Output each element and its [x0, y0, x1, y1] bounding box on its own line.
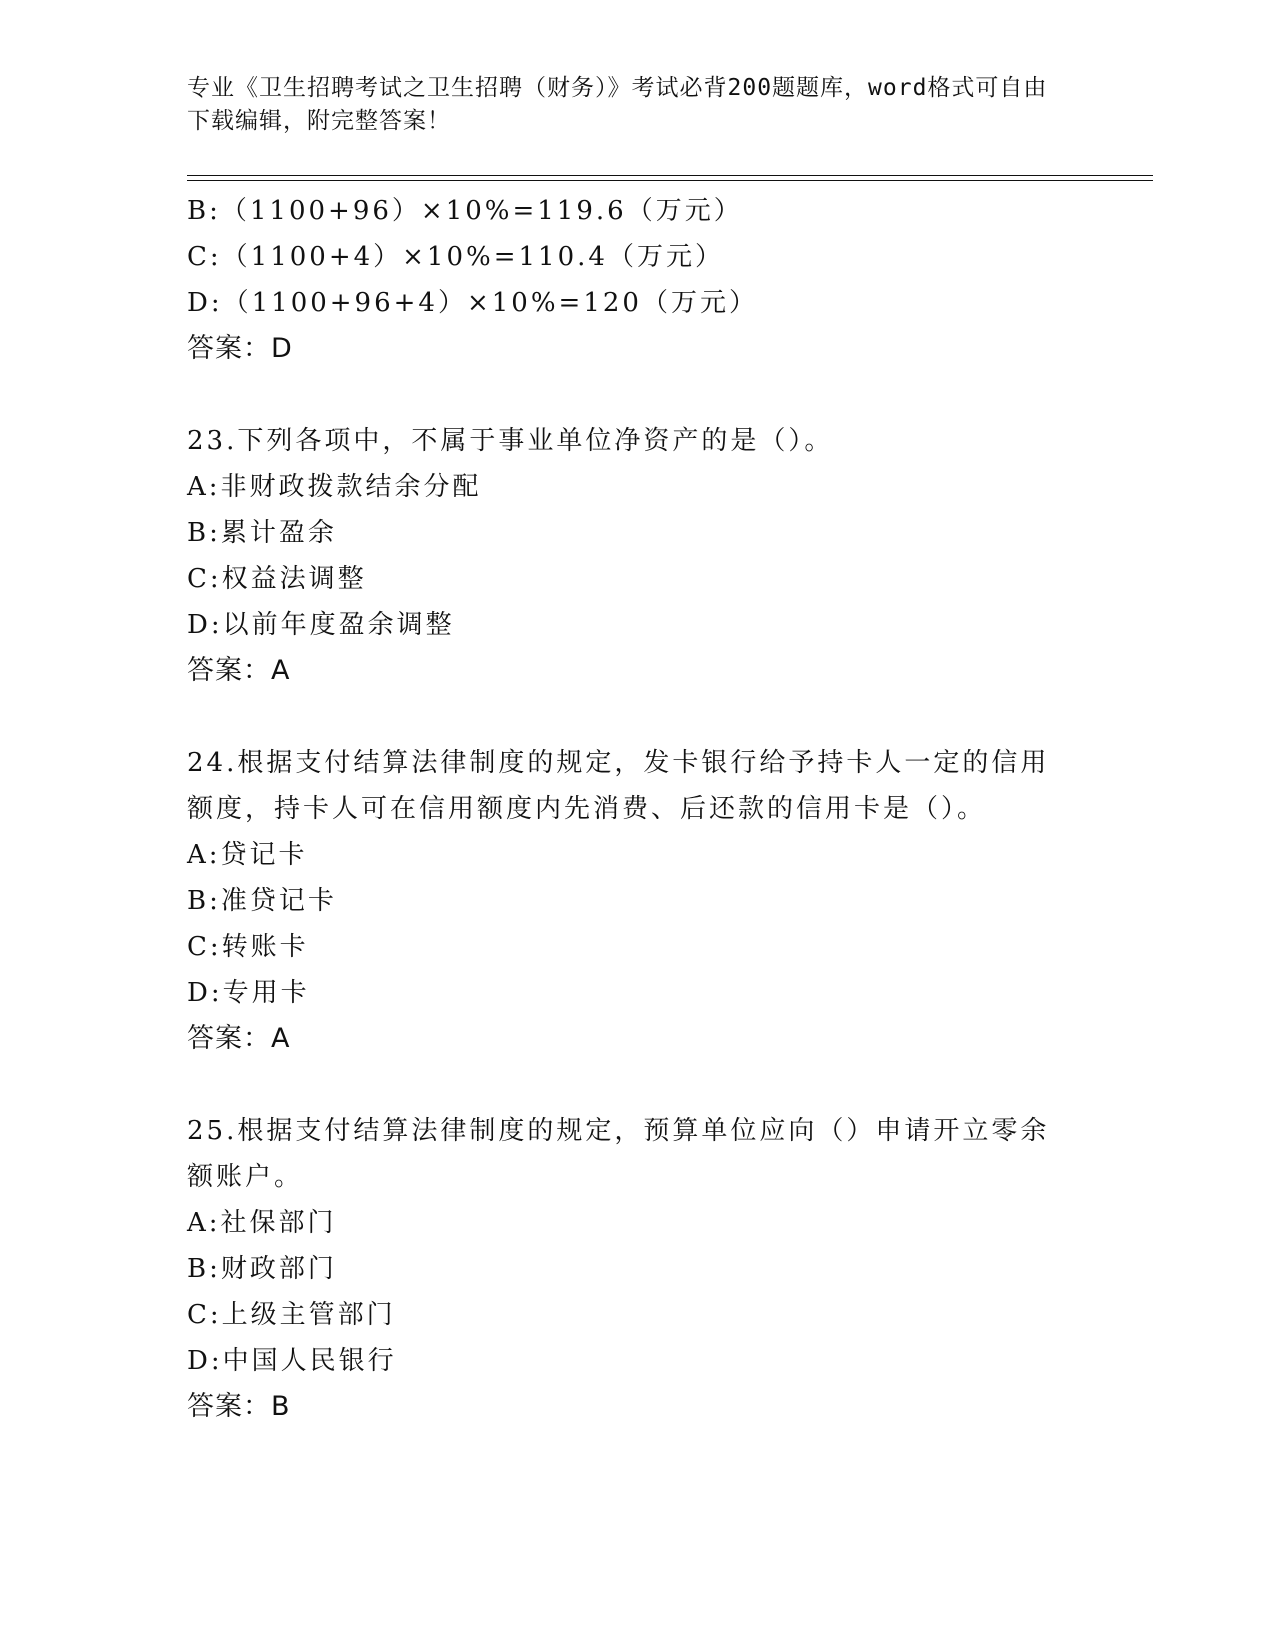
option-b: B:财政部门	[187, 1254, 337, 1284]
option-a: A:非财政拨款结余分配	[187, 472, 482, 502]
option-d: D:中国人民银行	[187, 1346, 397, 1376]
question-24	[187, 740, 1087, 1062]
option-a: A:社保部门	[187, 1208, 337, 1238]
question-text: 23.下列各项中，不属于事业单位净资产的是（）。	[187, 426, 834, 456]
option-c: C:权益法调整	[187, 564, 367, 594]
answer: 答案：D	[187, 333, 293, 364]
document-body	[187, 188, 1087, 1476]
question-22-tail	[187, 188, 1087, 372]
option-d: D:专用卡	[187, 978, 310, 1008]
option-b: B:累计盈余	[187, 518, 337, 548]
option-c: C:转账卡	[187, 932, 309, 962]
option-d: D:以前年度盈余调整	[187, 610, 455, 640]
header-rule-bottom	[187, 180, 1153, 181]
answer: 答案：B	[187, 1391, 291, 1422]
question-23	[187, 418, 1087, 694]
option-d: D:（1100+96+4）×10%=120（万元）	[187, 288, 758, 318]
option-b: B:准贷记卡	[187, 886, 337, 916]
question-text: 25.根据支付结算法律制度的规定，预算单位应向（）申请开立零余额账户。	[187, 1116, 1050, 1192]
answer: 答案：A	[187, 1023, 291, 1054]
header-rule-top	[187, 175, 1153, 176]
option-c: C:上级主管部门	[187, 1300, 396, 1330]
question-text: 24.根据支付结算法律制度的规定，发卡银行给予持卡人一定的信用额度，持卡人可在信用额度内先消费、后还款的信用卡是（）。	[187, 748, 1050, 824]
question-25	[187, 1108, 1087, 1430]
answer: 答案：A	[187, 655, 291, 686]
document-header: 专业《卫生招聘考试之卫生招聘（财务）》考试必背200题题库，word格式可自由下载编辑，附完整答案！	[187, 75, 1048, 134]
option-b: B:（1100+96）×10%=119.6（万元）	[187, 196, 743, 226]
option-c: C:（1100+4）×10%=110.4（万元）	[187, 242, 724, 272]
option-a: A:贷记卡	[187, 840, 308, 870]
